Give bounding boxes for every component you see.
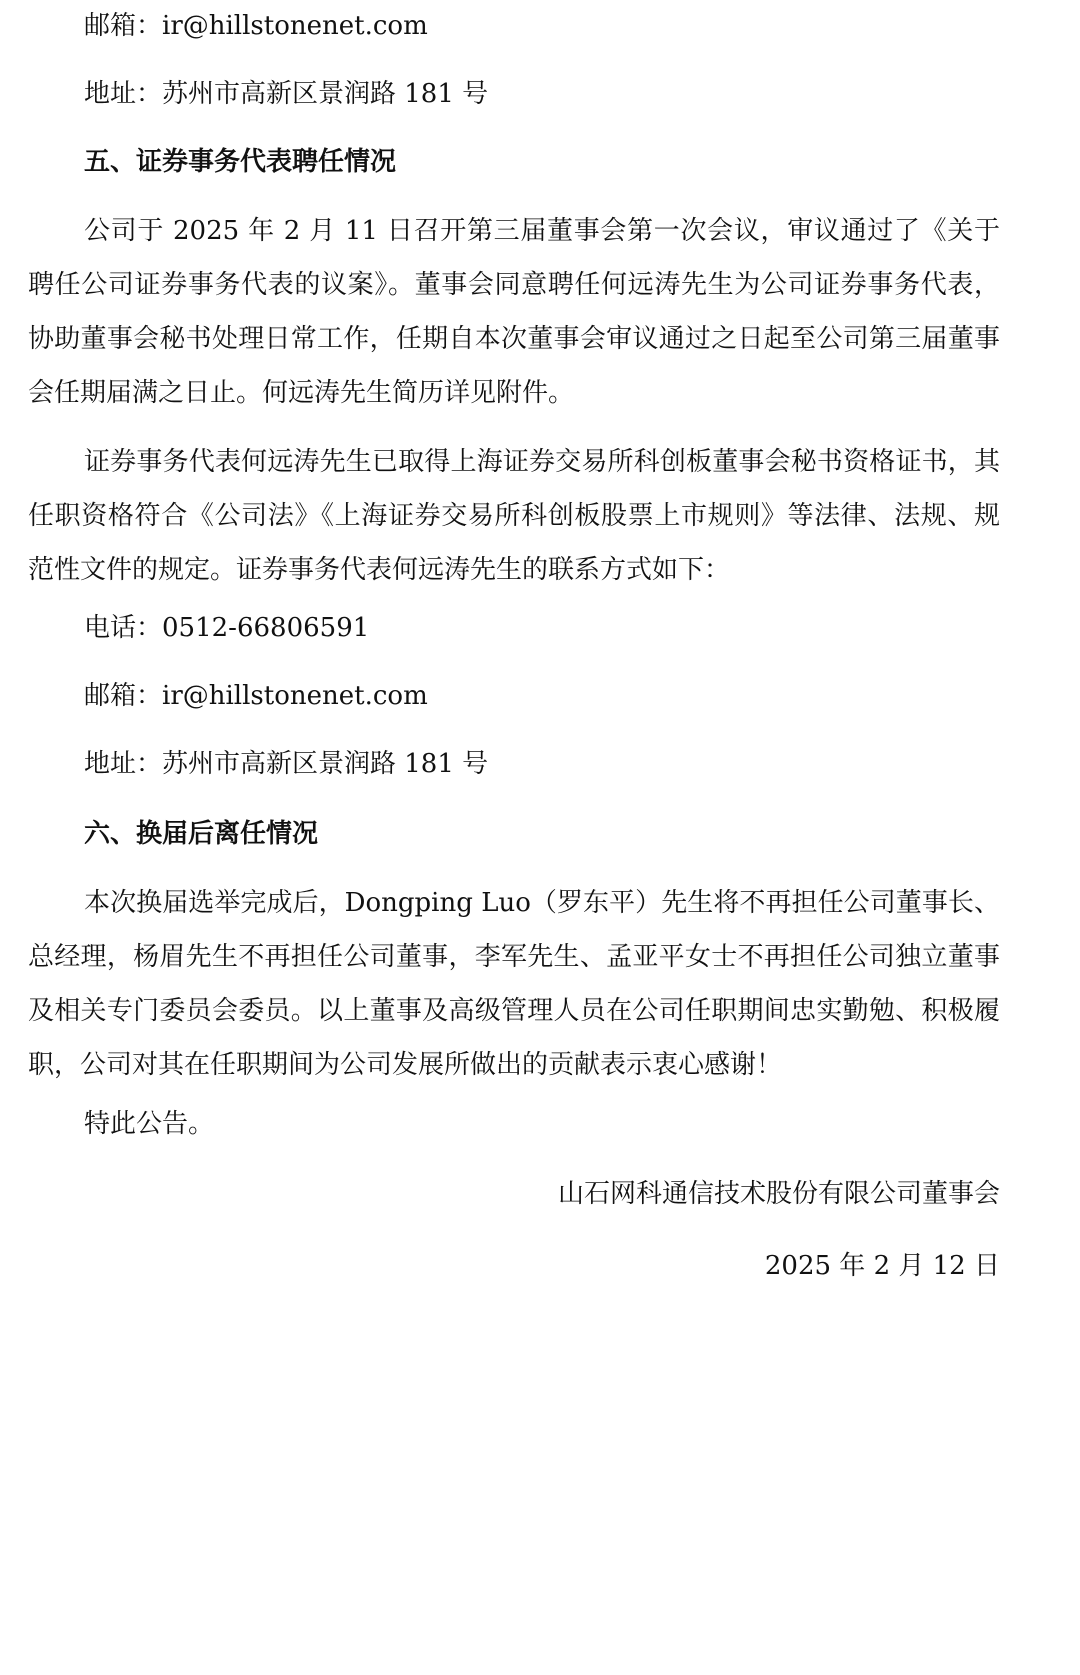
- section-6-heading: 六、换届后离任情况: [84, 819, 319, 849]
- section-5-paragraph-1: 公司于 2025 年 2 月 11 日召开第三届董事会第一次会议，审议通过了《关于聘任公司证券事务代表的议案》。董事会同意聘任何远涛先生为公司证券事务代表，协助董事会秘书处理日常工作，任期自本次董事会审议通过之日起至公司第三届董事会任期届满之日止。何远涛先生简历详见附件。: [28, 216, 1000, 408]
- section-5-heading: 五、证券事务代表聘任情况: [84, 147, 397, 177]
- date-line: 2025 年 2 月 12 日: [764, 1251, 1000, 1281]
- address-line: 地址：苏州市高新区景润路 181 号: [84, 79, 489, 109]
- section-6-paragraph-1: 本次换届选举完成后，Dongping Luo（罗东平）先生将不再担任公司董事长、总经理，杨眉先生不再担任公司董事，李军先生、孟亚平女士不再担任公司独立董事及相关专门委员会委员。以上董事及高级管理人员在公司任职期间忠实勤勉、积极履职，公司对其在任职期间为公司发展所做出的贡献表示衷心感谢！: [28, 888, 1000, 1080]
- closing-notice: 特此公告。: [84, 1109, 215, 1139]
- phone-line: 电话：0512-66806591: [84, 613, 370, 643]
- section-5-paragraph-2: 证券事务代表何远涛先生已取得上海证券交易所科创板董事会秘书资格证书，其任职资格符合《公司法》《上海证券交易所科创板股票上市规则》等法律、法规、规范性文件的规定。证券事务代表何远涛先生的联系方式如下：: [28, 447, 1000, 585]
- email-line: 邮箱：ir@hillstonenet.com: [84, 11, 428, 41]
- address-line-2: 地址：苏州市高新区景润路 181 号: [84, 749, 489, 779]
- email-line-2: 邮箱：ir@hillstonenet.com: [84, 681, 428, 711]
- signature-line: 山石网科通信技术股份有限公司董事会: [557, 1179, 1000, 1209]
